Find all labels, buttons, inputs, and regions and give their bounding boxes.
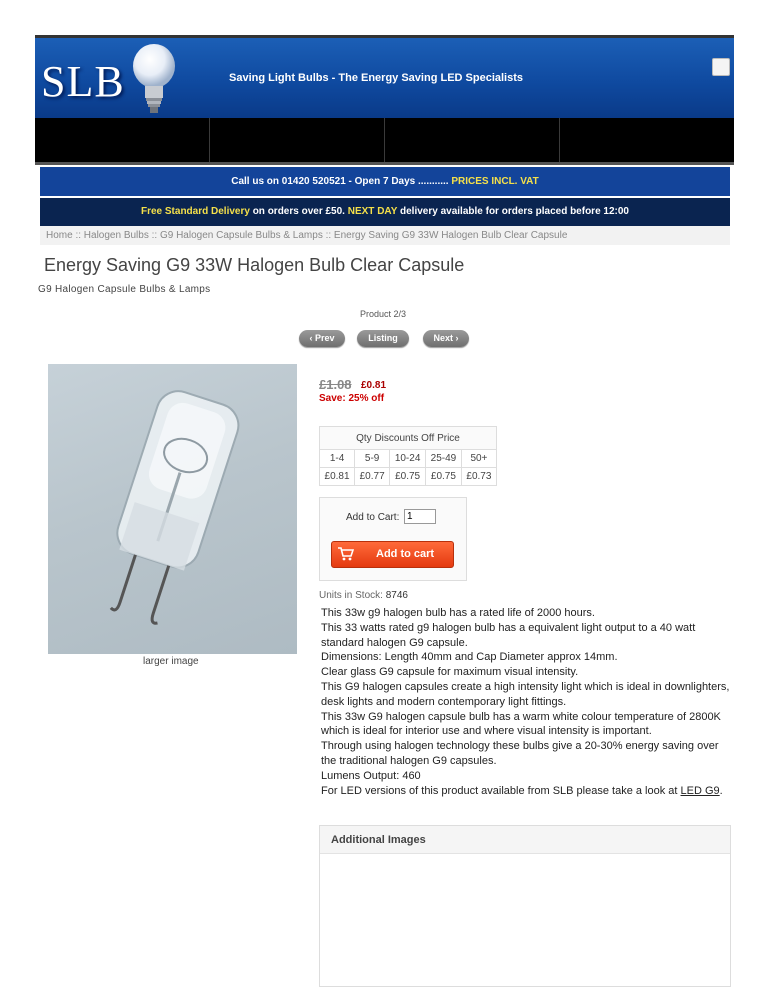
description-line: Lumens Output: 460 [321,769,421,782]
qty-discount-table [319,426,497,486]
add-to-cart-button[interactable] [331,541,454,568]
breadcrumb[interactable]: Home :: Halogen Bulbs :: G9 Halogen Capsule Bulbs & Lamps :: Energy Saving G9 33W Halogen Bulb Clear Capsule [40,226,730,245]
add-to-cart-button-label: Add to cart [376,548,435,560]
description-line: Dimensions: Length 40mm and Cap Diameter approx 14mm. [321,651,618,664]
add-to-cart-label: Add to Cart: [346,512,400,523]
page-title: Energy Saving G9 33W Halogen Bulb Clear Capsule [44,255,465,275]
led-versions-text: For LED versions of this product available from SLB please take a look at [321,784,681,797]
call-us-text: Call us on 01420 520521 - Open 7 Days ........... [231,176,452,187]
qty-price: £0.77 [355,468,390,486]
qty-discount-header: Qty Discounts Off Price [320,427,497,450]
description-line: This 33w G9 halogen capsule bulb has a warm white colour temperature of 2800K which is ideal for interior use and where visual intensity is important. [321,710,721,738]
call-us-banner [40,167,730,196]
site-tagline: Saving Light Bulbs - The Energy Saving LED Specialists [229,72,524,84]
g9-capsule-image [48,364,297,654]
qty-price: £0.75 [390,468,426,486]
stock-value: 8746 [385,590,408,601]
free-delivery-text: Free Standard Delivery [140,206,250,217]
nav-item-2[interactable] [210,118,385,162]
qty-price: £0.81 [320,468,355,486]
additional-images-title: Additional Images [320,826,730,854]
product-description [321,606,733,798]
prev-button[interactable]: ‹ Prev [299,330,345,347]
sale-price: £0.81 [361,380,387,391]
stock-label: Units in Stock: [319,590,383,601]
add-to-cart-box [319,497,467,581]
larger-image-link[interactable]: larger image [143,656,199,667]
listing-button[interactable]: Listing [357,330,409,347]
nav-item-1[interactable] [35,118,210,162]
delivery-banner [40,198,730,226]
qty-range: 25-49 [426,450,462,468]
shopping-cart-icon [338,547,354,561]
site-header [35,38,734,118]
main-navigation [35,118,734,165]
stock-info [319,590,408,601]
description-line: Through using halogen technology these bulbs give a 20-30% energy saving over the traditional halogen G9 capsules. [321,740,719,767]
qty-range: 5-9 [355,450,390,468]
original-price: £1.08 [319,377,352,392]
additional-images-box [319,825,731,987]
category-name: G9 Halogen Capsule Bulbs & Lamps [38,284,211,295]
prices-incl-vat: PRICES INCL. VAT [451,176,539,187]
delivery-rest-text: delivery available for orders placed before 12:00 [397,206,629,217]
nav-item-3[interactable] [385,118,560,162]
product-image[interactable] [48,364,297,654]
site-logo[interactable]: SLB [41,57,125,106]
delivery-middle-text: on orders over £50. [249,206,348,217]
led-versions-line [321,784,733,799]
bulb-logo-icon [131,42,177,116]
led-g9-link[interactable]: LED G9 [680,784,720,797]
led-versions-end: . [719,784,723,797]
next-button[interactable]: Next › [423,330,469,347]
savings-text: Save: 25% off [319,393,385,404]
qty-price: £0.73 [461,468,496,486]
description-line: This G9 halogen capsules create a high intensity light which is ideal in downlighters, desk lights and modern contemporary light fittings. [321,680,730,708]
next-day-text: NEXT DAY [347,206,398,217]
product-count: Product 2/3 [360,309,407,319]
description-line: This 33w g9 halogen bulb has a rated life of 2000 hours. [321,607,595,619]
description-line: Clear glass G9 capsule for maximum visual intensity. [321,666,579,679]
qty-range: 50+ [461,450,496,468]
quantity-input[interactable] [404,509,436,524]
window-button[interactable] [712,58,730,76]
description-line: This 33 watts rated g9 halogen bulb has a equivalent light output to a 40 watt standard halogen G9 capsule. [321,621,696,649]
qty-range: 1-4 [320,450,355,468]
qty-price: £0.75 [426,468,462,486]
nav-item-4[interactable] [560,118,734,162]
qty-range: 10-24 [390,450,426,468]
